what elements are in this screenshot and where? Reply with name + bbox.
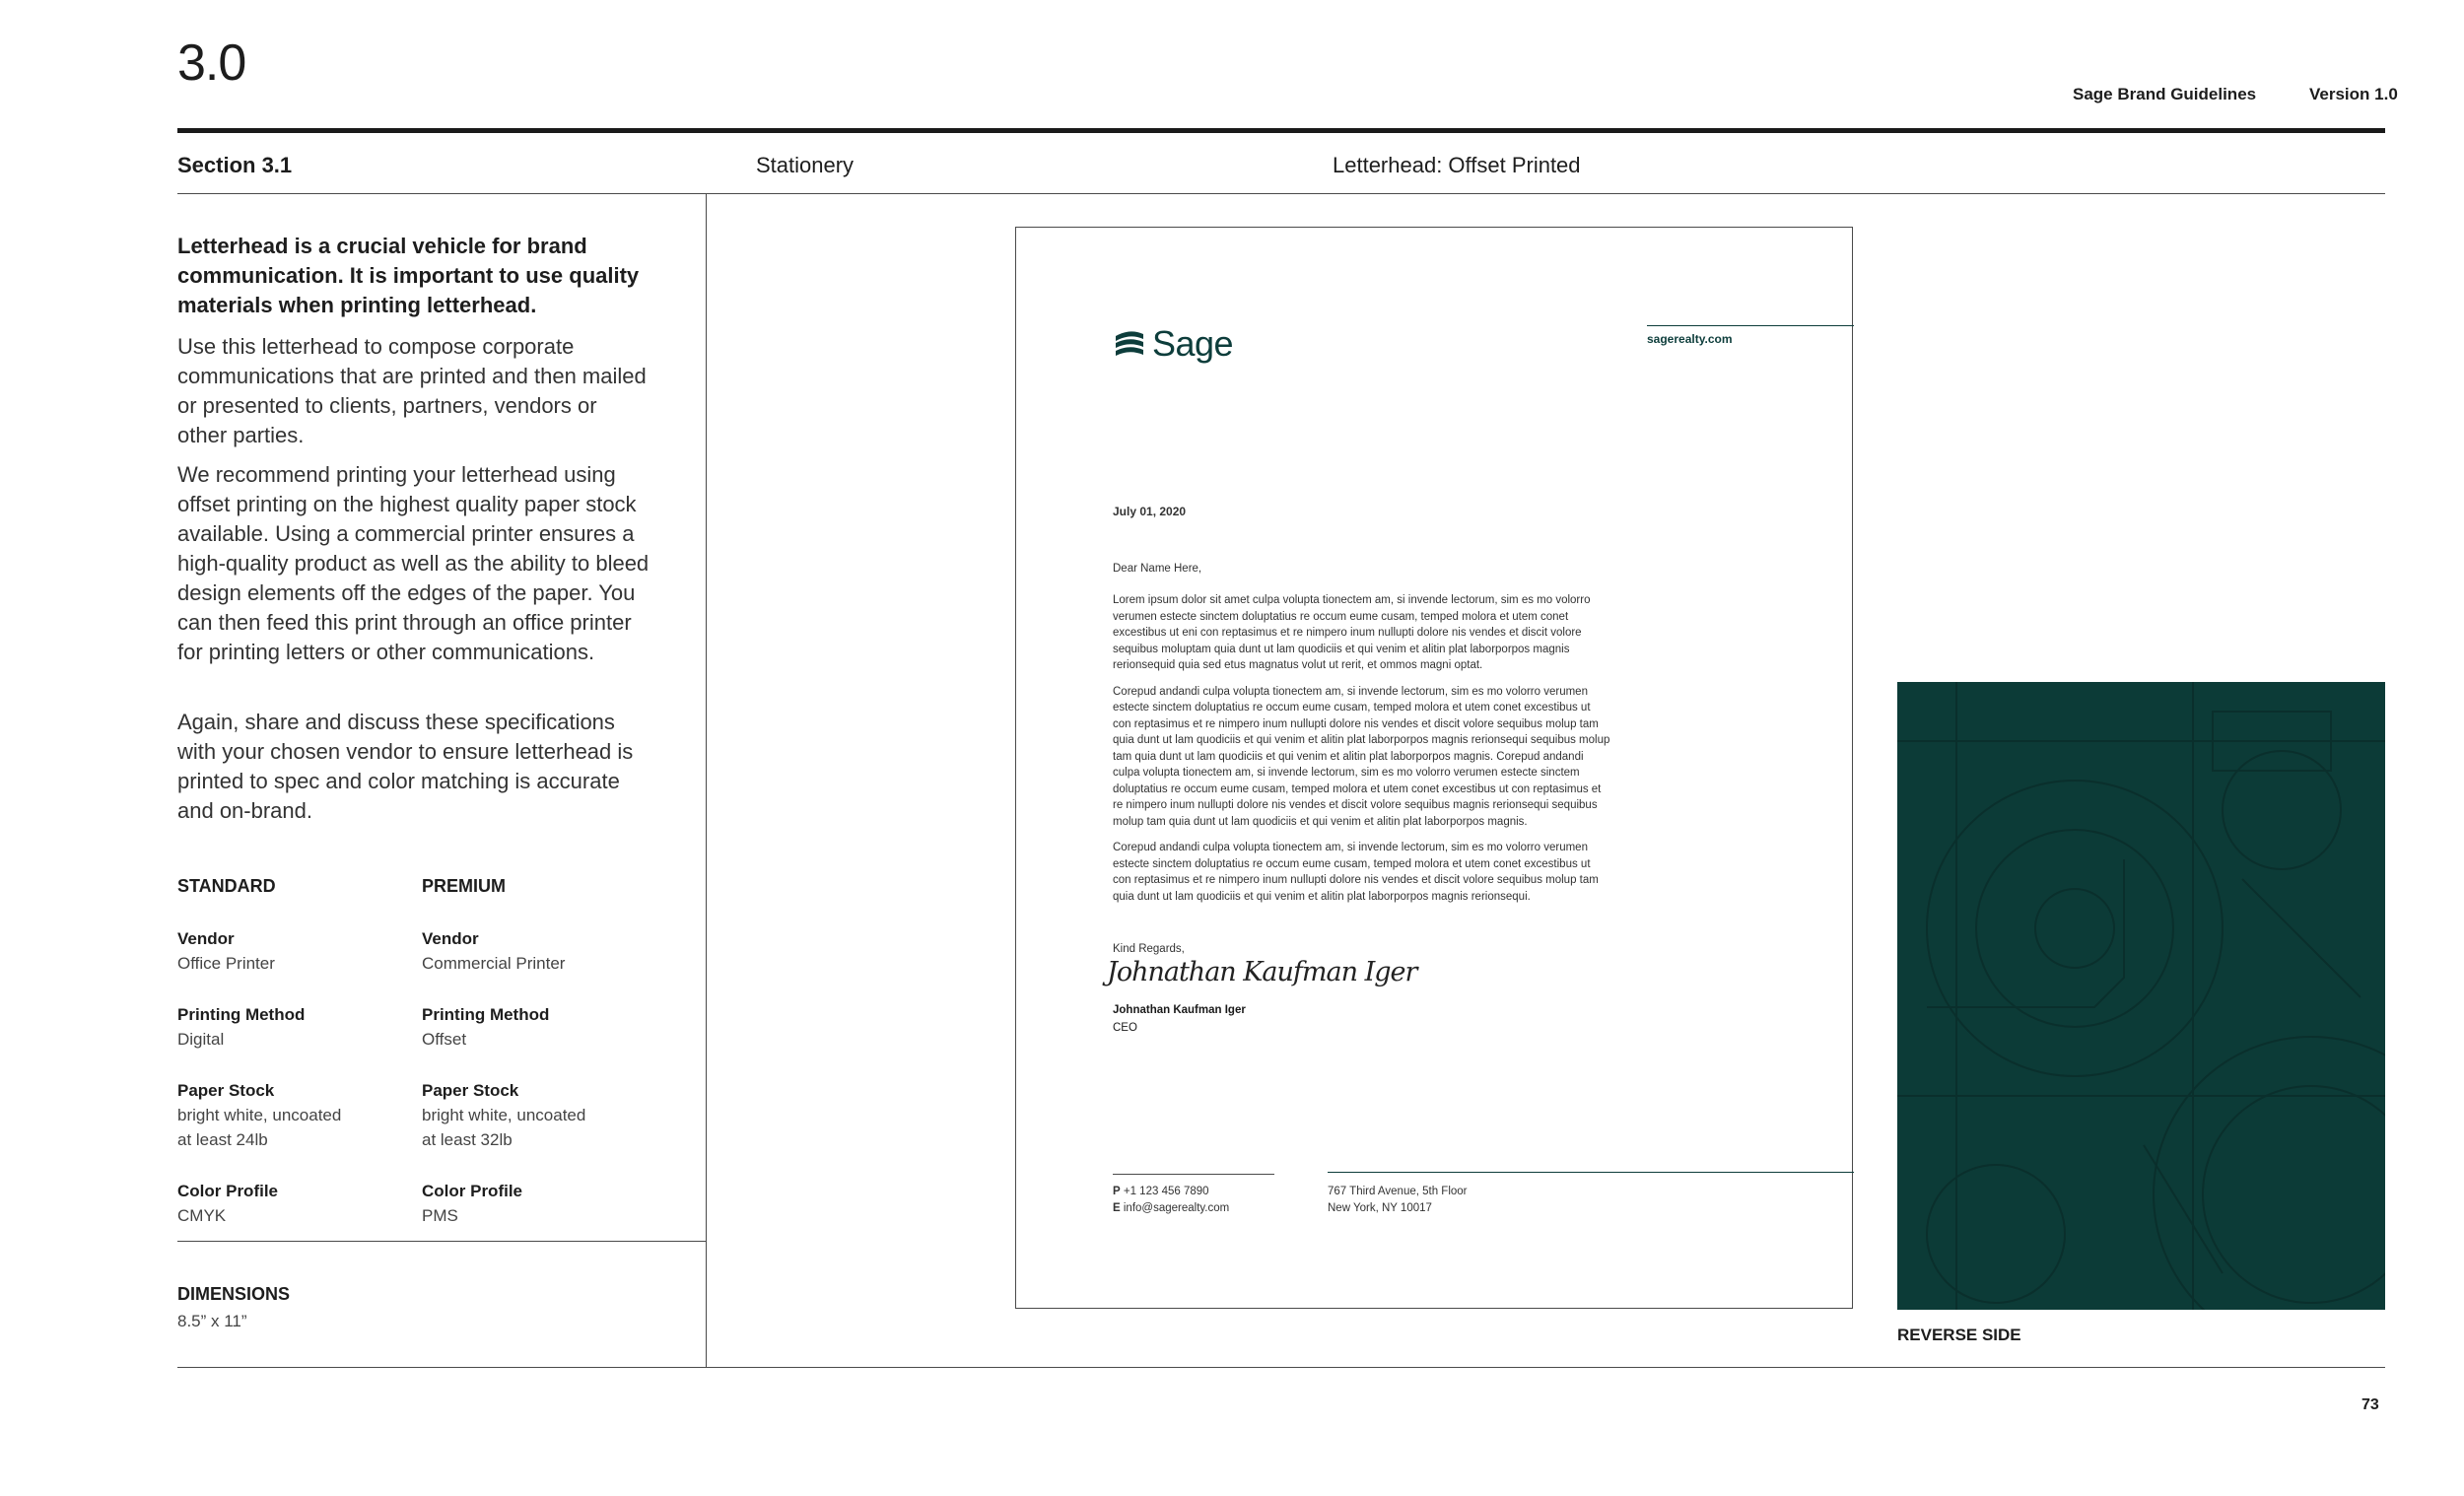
- sage-logo-icon: [1113, 328, 1146, 360]
- signer-title: CEO: [1113, 1022, 1137, 1034]
- spec-label: Vendor: [422, 929, 479, 948]
- email-line: [1113, 1200, 1229, 1217]
- footer-rule-contact: [1113, 1174, 1274, 1175]
- sage-logo-text: Sage: [1152, 323, 1234, 364]
- phone-line: [1113, 1184, 1209, 1200]
- topic-label: Letterhead: Offset Printed: [1333, 153, 1581, 177]
- letter-body-line: excestibus ut eni con reptasimus et re nimpero inum nullupti dolore nis vendes et discit volore: [1113, 627, 1582, 639]
- page-number: 73: [2361, 1396, 2379, 1413]
- version-label: Version 1.0: [2309, 85, 2398, 103]
- letter-closing: Kind Regards,: [1113, 943, 1185, 955]
- spec-label: Printing Method: [422, 1005, 550, 1024]
- email-value: info@sagerealty.com: [1123, 1202, 1230, 1214]
- spec-value: PMS: [422, 1206, 458, 1225]
- top-rule: [177, 128, 2385, 133]
- reverse-side-label: REVERSE SIDE: [1897, 1326, 2021, 1344]
- letter-body-line: Lorem ipsum dolor sit amet culpa volupta tionectem am, si invende lectorum, sim es mo volorro: [1113, 594, 1591, 606]
- phone-label: P: [1113, 1186, 1121, 1197]
- phone-value: +1 123 456 7890: [1123, 1186, 1209, 1197]
- letter-body-line: quia dunt ut lam quodiciis et qui venim et alitin plat laborporpos magnis rerionsequi sequibus molup: [1113, 734, 1610, 746]
- spec-label: Color Profile: [422, 1182, 523, 1200]
- premium-heading: PREMIUM: [422, 876, 506, 896]
- dimensions-heading: DIMENSIONS: [177, 1284, 291, 1304]
- spec-value: CMYK: [177, 1206, 227, 1225]
- header-rule: [177, 193, 2385, 194]
- premium-specs: [422, 926, 585, 1228]
- letterhead-sample: [1015, 227, 1853, 1309]
- specs-rule: [177, 1241, 706, 1242]
- spec-value: at least 32lb: [422, 1130, 513, 1149]
- blueprint-pattern-graphic: [1897, 682, 2385, 1310]
- website-text: sagerealty.com: [1647, 332, 1733, 346]
- letter-body-line: verumen estecte sinctem doluptatius re occum eume cusam, temped molora et utem conet: [1113, 610, 1569, 623]
- standard-specs: [177, 926, 341, 1228]
- spec-label: Color Profile: [177, 1182, 279, 1200]
- spec-label: Printing Method: [177, 1005, 306, 1024]
- section-label: Section 3.1: [177, 153, 293, 177]
- spec-label: Paper Stock: [177, 1081, 275, 1100]
- spec-value: Commercial Printer: [422, 954, 566, 973]
- spec-value: bright white, uncoated: [177, 1106, 342, 1124]
- email-label: E: [1113, 1202, 1121, 1214]
- paragraph-2: We recommend printing your letterhead using offset printing on the highest quality paper stock available. Using a commercial printer ensures a high-quality product as well as the ability to bleed design elements off the edges of the paper. You can then feed this print through an office printer for printing letters or other communications.: [177, 462, 650, 664]
- letter-body-line: quia dunt ut lam quodiciis et qui venim et alitin plat laborporpos magnis rerionsequi.: [1113, 890, 1531, 903]
- category-label: Stationery: [756, 153, 855, 177]
- spec-value: bright white, uncoated: [422, 1106, 586, 1124]
- sage-logo: [1113, 323, 1233, 365]
- spec-value: Offset: [422, 1030, 467, 1049]
- spec-label: Paper Stock: [422, 1081, 519, 1100]
- letter-body-line: culpa volupta tionectem am, si invende lectorum, sim es mo volorro verumen estecte sinctem: [1113, 767, 1580, 779]
- intro-text: Letterhead is a crucial vehicle for brand communication. It is important to use quality materials when printing letterhead.: [177, 234, 640, 317]
- signature-image: Johnathan Kaufman Iger: [1107, 957, 1417, 987]
- letter-body-line: con reptasimus et re nimpero inum nullupti dolore nis vendes et discit volore sequibus molup tam: [1113, 874, 1599, 886]
- spec-label: Vendor: [177, 929, 235, 948]
- section-number: 3.0: [177, 34, 246, 92]
- letter-body: [1113, 592, 1724, 905]
- dimensions-value: 8.5” x 11”: [177, 1312, 247, 1330]
- letter-body-line: [1113, 830, 1724, 840]
- paragraph-3: Again, share and discuss these specifications with your chosen vendor to ensure letterhead is printed to spec and color matching is accurate and on-brand.: [177, 710, 634, 823]
- letter-greeting: Dear Name Here,: [1113, 563, 1202, 575]
- address-line-1: 767 Third Avenue, 5th Floor: [1328, 1186, 1468, 1197]
- letter-date: July 01, 2020: [1113, 505, 1187, 518]
- letter-body-line: tam quia dunt ut lam quodiciis et qui venim et alitin plat laborporpos magnis. Corepud andandi: [1113, 750, 1584, 763]
- website-rule: [1647, 325, 1854, 326]
- letter-body-line: Corepud andandi culpa volupta tionectem am, si invende lectorum, sim es mo volorro verumen: [1113, 842, 1588, 853]
- letter-body-line: sequibus moluptam quia dunt ut lam quodiciis et qui venim et alitin plat laborporpos magnis: [1113, 643, 1570, 655]
- letter-body-line: estecte sinctem doluptatius re occum eume cusam, temped molora et utem conet excestibus ut: [1113, 702, 1591, 714]
- letter-body-line: estecte sinctem doluptatius re occum eume cusam, temped molora et utem conet excestibus ut: [1113, 857, 1591, 870]
- letter-body-line: molup tam quia dunt ut lam quodiciis et qui venim et alitin plat laborporpos magnis.: [1113, 815, 1528, 828]
- footer-rule: [177, 1367, 2385, 1368]
- column-divider: [706, 193, 707, 1368]
- guide-title: Sage Brand Guidelines: [2073, 85, 2257, 103]
- address-line-2: New York, NY 10017: [1328, 1202, 1432, 1214]
- standard-heading: STANDARD: [177, 876, 276, 896]
- signer-name: Johnathan Kaufman Iger: [1113, 1004, 1246, 1016]
- letter-body-line: [1113, 674, 1724, 684]
- spec-value: at least 24lb: [177, 1130, 268, 1149]
- letter-body-line: re nimpero inum nullupti dolore nis vendes et discit volore sequibus magnis rerionsequi sequibus: [1113, 799, 1598, 811]
- letter-body-line: con reptasimus et re nimpero inum nullupti dolore nis vendes et discit volore sequibus molup tam: [1113, 717, 1599, 730]
- paragraph-1: Use this letterhead to compose corporate communications that are printed and then mailed or presented to clients, partners, vendors or other parties.: [177, 334, 647, 447]
- footer-rule-address: [1328, 1172, 1854, 1173]
- spec-value: Office Printer: [177, 954, 275, 973]
- reverse-side-pattern: [1897, 682, 2385, 1310]
- spec-value: Digital: [177, 1030, 225, 1049]
- letter-body-line: rerionsequid quia sed etus magnatus volut ut rerit, et ommos magni optat.: [1113, 659, 1483, 671]
- letter-body-line: doluptatius re occum eume cusam, temped molora et utem conet excestibus ut con reptasimus et: [1113, 782, 1602, 795]
- letter-body-line: Corepud andandi culpa volupta tionectem am, si invende lectorum, sim es mo volorro verumen: [1113, 685, 1588, 698]
